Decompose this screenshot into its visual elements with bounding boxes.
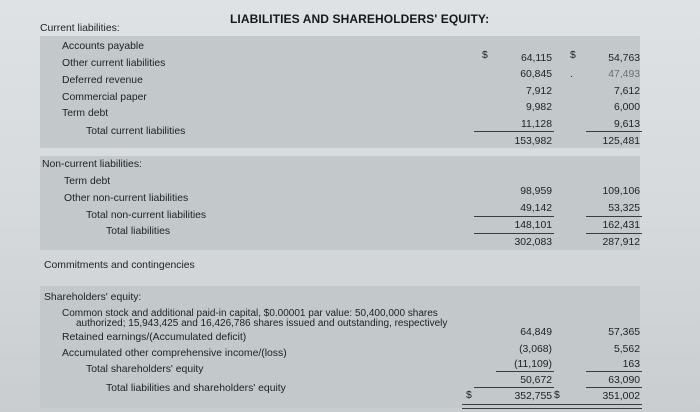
stock-description-line1: Common stock and additional paid-in capital, $0.00001 par value: 50,400,000 shares [62, 308, 438, 319]
row-label: Term debt [64, 176, 111, 187]
row-label: Commercial paper [62, 92, 147, 103]
total-current-year: 148,101 [514, 220, 552, 231]
value-current-year: 9,982 [525, 102, 552, 113]
total-current-year: 153,982 [514, 136, 552, 147]
subtotal-rule [586, 233, 642, 234]
value-current-year: 7,912 [525, 86, 552, 97]
value-prior-year: 5,562 [613, 344, 640, 355]
row-label: Term debt [62, 108, 109, 119]
stock-description-line2: authorized; 15,943,425 and 16,426,786 shares issued and outstanding, respectively [76, 318, 448, 329]
value-current-year: 60,845 [520, 69, 552, 80]
total-current-year: 302,083 [514, 237, 552, 248]
value-current-year: (11,109) [514, 359, 552, 370]
total-label: Total current liabilities [86, 126, 186, 137]
value-prior-year: 47,493 [608, 69, 640, 80]
row-label: Accounts payable [62, 41, 145, 52]
subtotal-rule [586, 216, 642, 217]
currency-symbol: $ [482, 50, 488, 61]
page-title: LIABILITIES AND SHAREHOLDERS' EQUITY: [230, 12, 490, 26]
value-prior-year: 109,106 [602, 186, 640, 197]
value-prior-year: 6,000 [613, 102, 640, 113]
grand-total-label: Total liabilities and shareholders' equity [106, 383, 286, 394]
value-current-year: 64,115 [520, 53, 552, 64]
double-underline [462, 404, 554, 409]
value-prior-year: 9,613 [613, 119, 640, 130]
total-label: Total shareholders' equity [86, 364, 204, 375]
noncurrent-heading: Non-current liabilities: [42, 159, 142, 170]
value-prior-year: 7,612 [613, 86, 640, 97]
value-current-year: 11,128 [520, 119, 552, 130]
equity-heading: Shareholders' equity: [44, 292, 142, 303]
value-current-year: 98,959 [520, 186, 552, 197]
subtotal-rule [474, 216, 554, 217]
currency-symbol: $ [466, 390, 472, 401]
subtotal-rule [474, 233, 554, 234]
subtotal-rule [586, 387, 642, 388]
subtotal-rule [474, 387, 554, 388]
total-prior-year: 63,090 [608, 375, 640, 386]
row-label: Other current liabilities [62, 58, 166, 69]
subtotal-rule [496, 371, 554, 372]
subtotal-rule [586, 371, 642, 372]
total-current-year: 50,672 [520, 375, 552, 386]
total-prior-year: 162,431 [602, 220, 640, 231]
row-label: Other non-current liabilities [64, 193, 189, 204]
total-label: Total liabilities [106, 226, 171, 237]
value-current-year: (3,068) [519, 344, 552, 355]
row-label: Retained earnings/(Accumulated deficit) [62, 332, 247, 343]
value-prior-year: 163 [622, 359, 640, 370]
grand-total-current-year: 352,755 [514, 391, 552, 402]
total-prior-year: 125,481 [602, 136, 640, 147]
total-label: Total non-current liabilities [86, 210, 207, 221]
row-label: Deferred revenue [62, 75, 143, 86]
dot-mark: . [570, 69, 573, 80]
subtotal-rule [474, 131, 554, 132]
subtotal-rule [586, 131, 642, 132]
value-prior-year: 53,325 [608, 203, 640, 214]
value-prior-year: 54,763 [608, 53, 640, 64]
value-current-year: 64,849 [520, 327, 552, 338]
current-heading: Current liabilities: [40, 23, 120, 34]
commitments-label: Commitments and contingencies [44, 260, 195, 271]
currency-symbol: $ [570, 50, 576, 61]
value-prior-year: 57,365 [608, 327, 640, 338]
total-prior-year: 287,912 [602, 237, 640, 248]
grand-total-prior-year: 351,002 [602, 391, 640, 402]
row-label: Accumulated other comprehensive income/(loss) [62, 348, 287, 359]
value-current-year: 49,142 [520, 203, 552, 214]
double-underline [552, 404, 642, 409]
currency-symbol: $ [554, 390, 560, 401]
